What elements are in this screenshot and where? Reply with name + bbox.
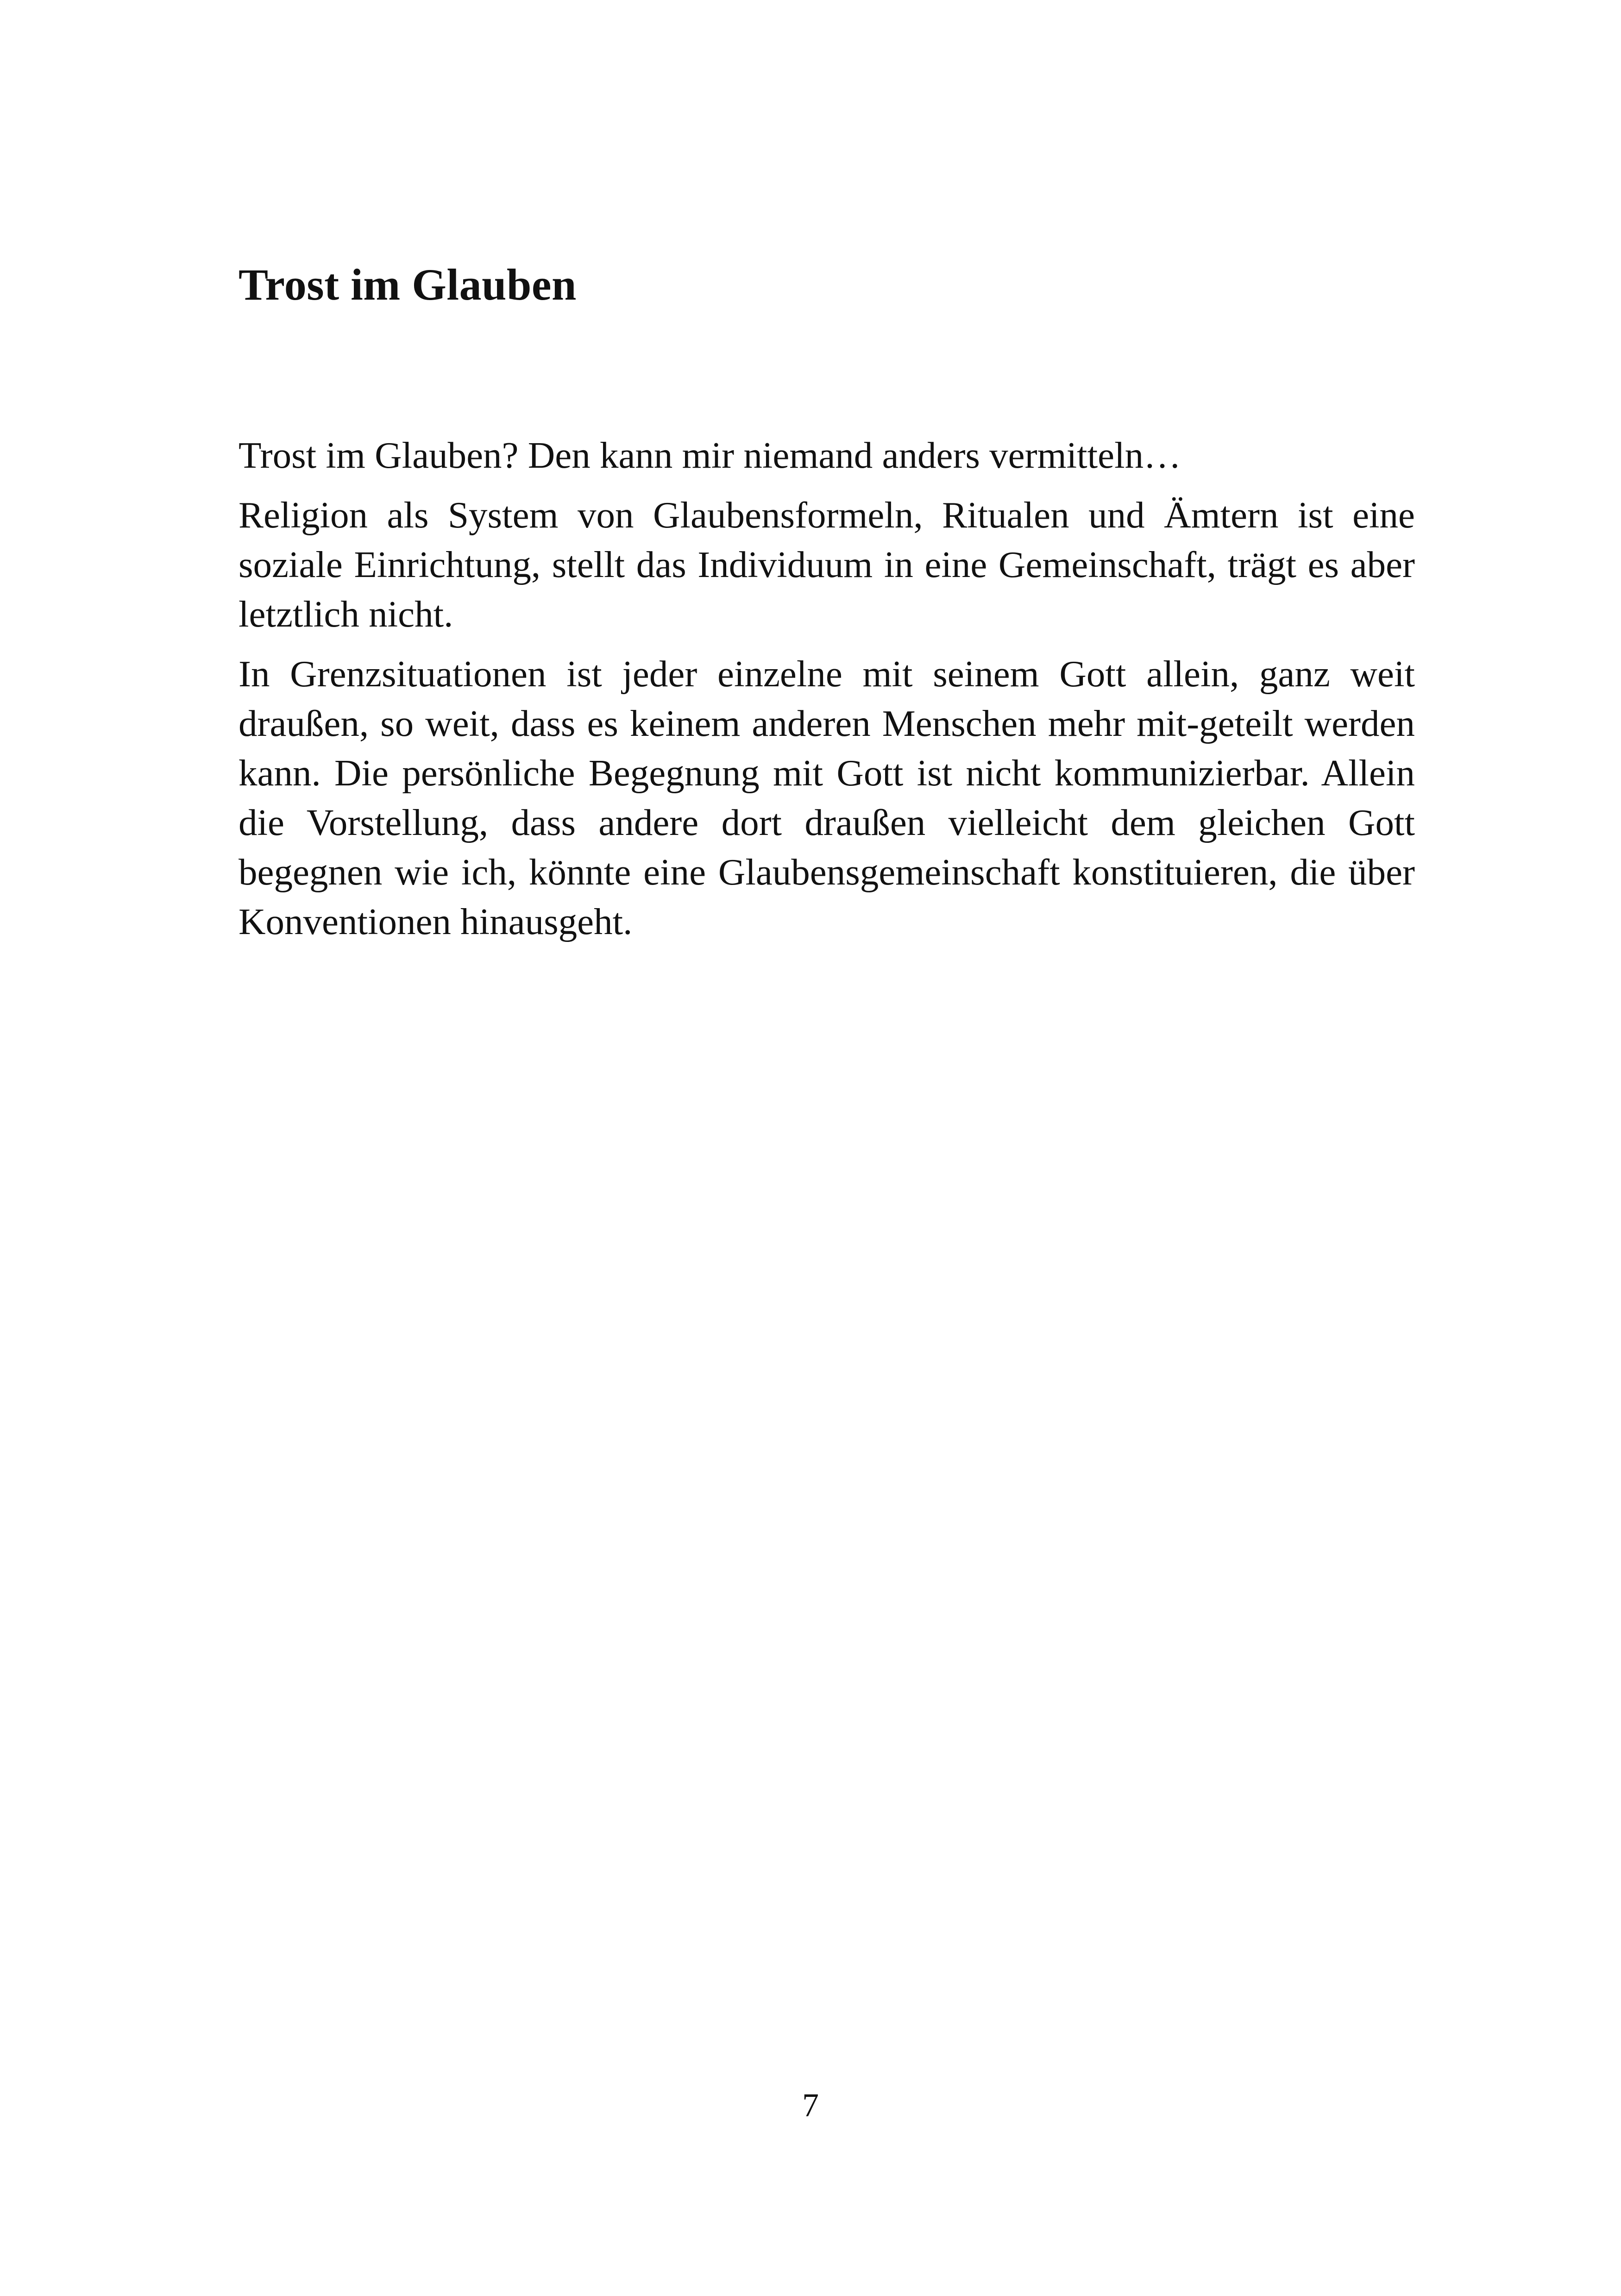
body-text bbox=[239, 431, 1415, 947]
paragraph-religion: Religion als System von Glaubensformeln, Ritualen und Ämtern ist eine soziale Einrichtung, stellt das Individuum in eine Gemeinschaft, trägt es aber letztlich nicht. bbox=[239, 494, 1415, 635]
paragraph-grenzsituationen: In Grenzsituationen ist jeder einzelne mit seinem Gott allein, ganz weit draußen, so weit, dass es keinem anderen Menschen mehr mit-geteilt werden kann. Die persönliche Begegnung mit Gott ist nicht kommunizierbar. Allein die Vorstellung, dass andere dort draußen vielleicht dem gleichen Gott begegnen wie ich, könnte eine Glaubensgemeinschaft konstituieren, die über Konventionen hinausgeht. bbox=[239, 653, 1415, 943]
page-number: 7 bbox=[802, 2087, 819, 2124]
paragraph-intro: Trost im Glauben? Den kann mir niemand anders vermitteln… bbox=[239, 434, 1181, 477]
chapter-title: Trost im Glauben bbox=[239, 260, 577, 309]
page-content bbox=[239, 259, 1415, 957]
